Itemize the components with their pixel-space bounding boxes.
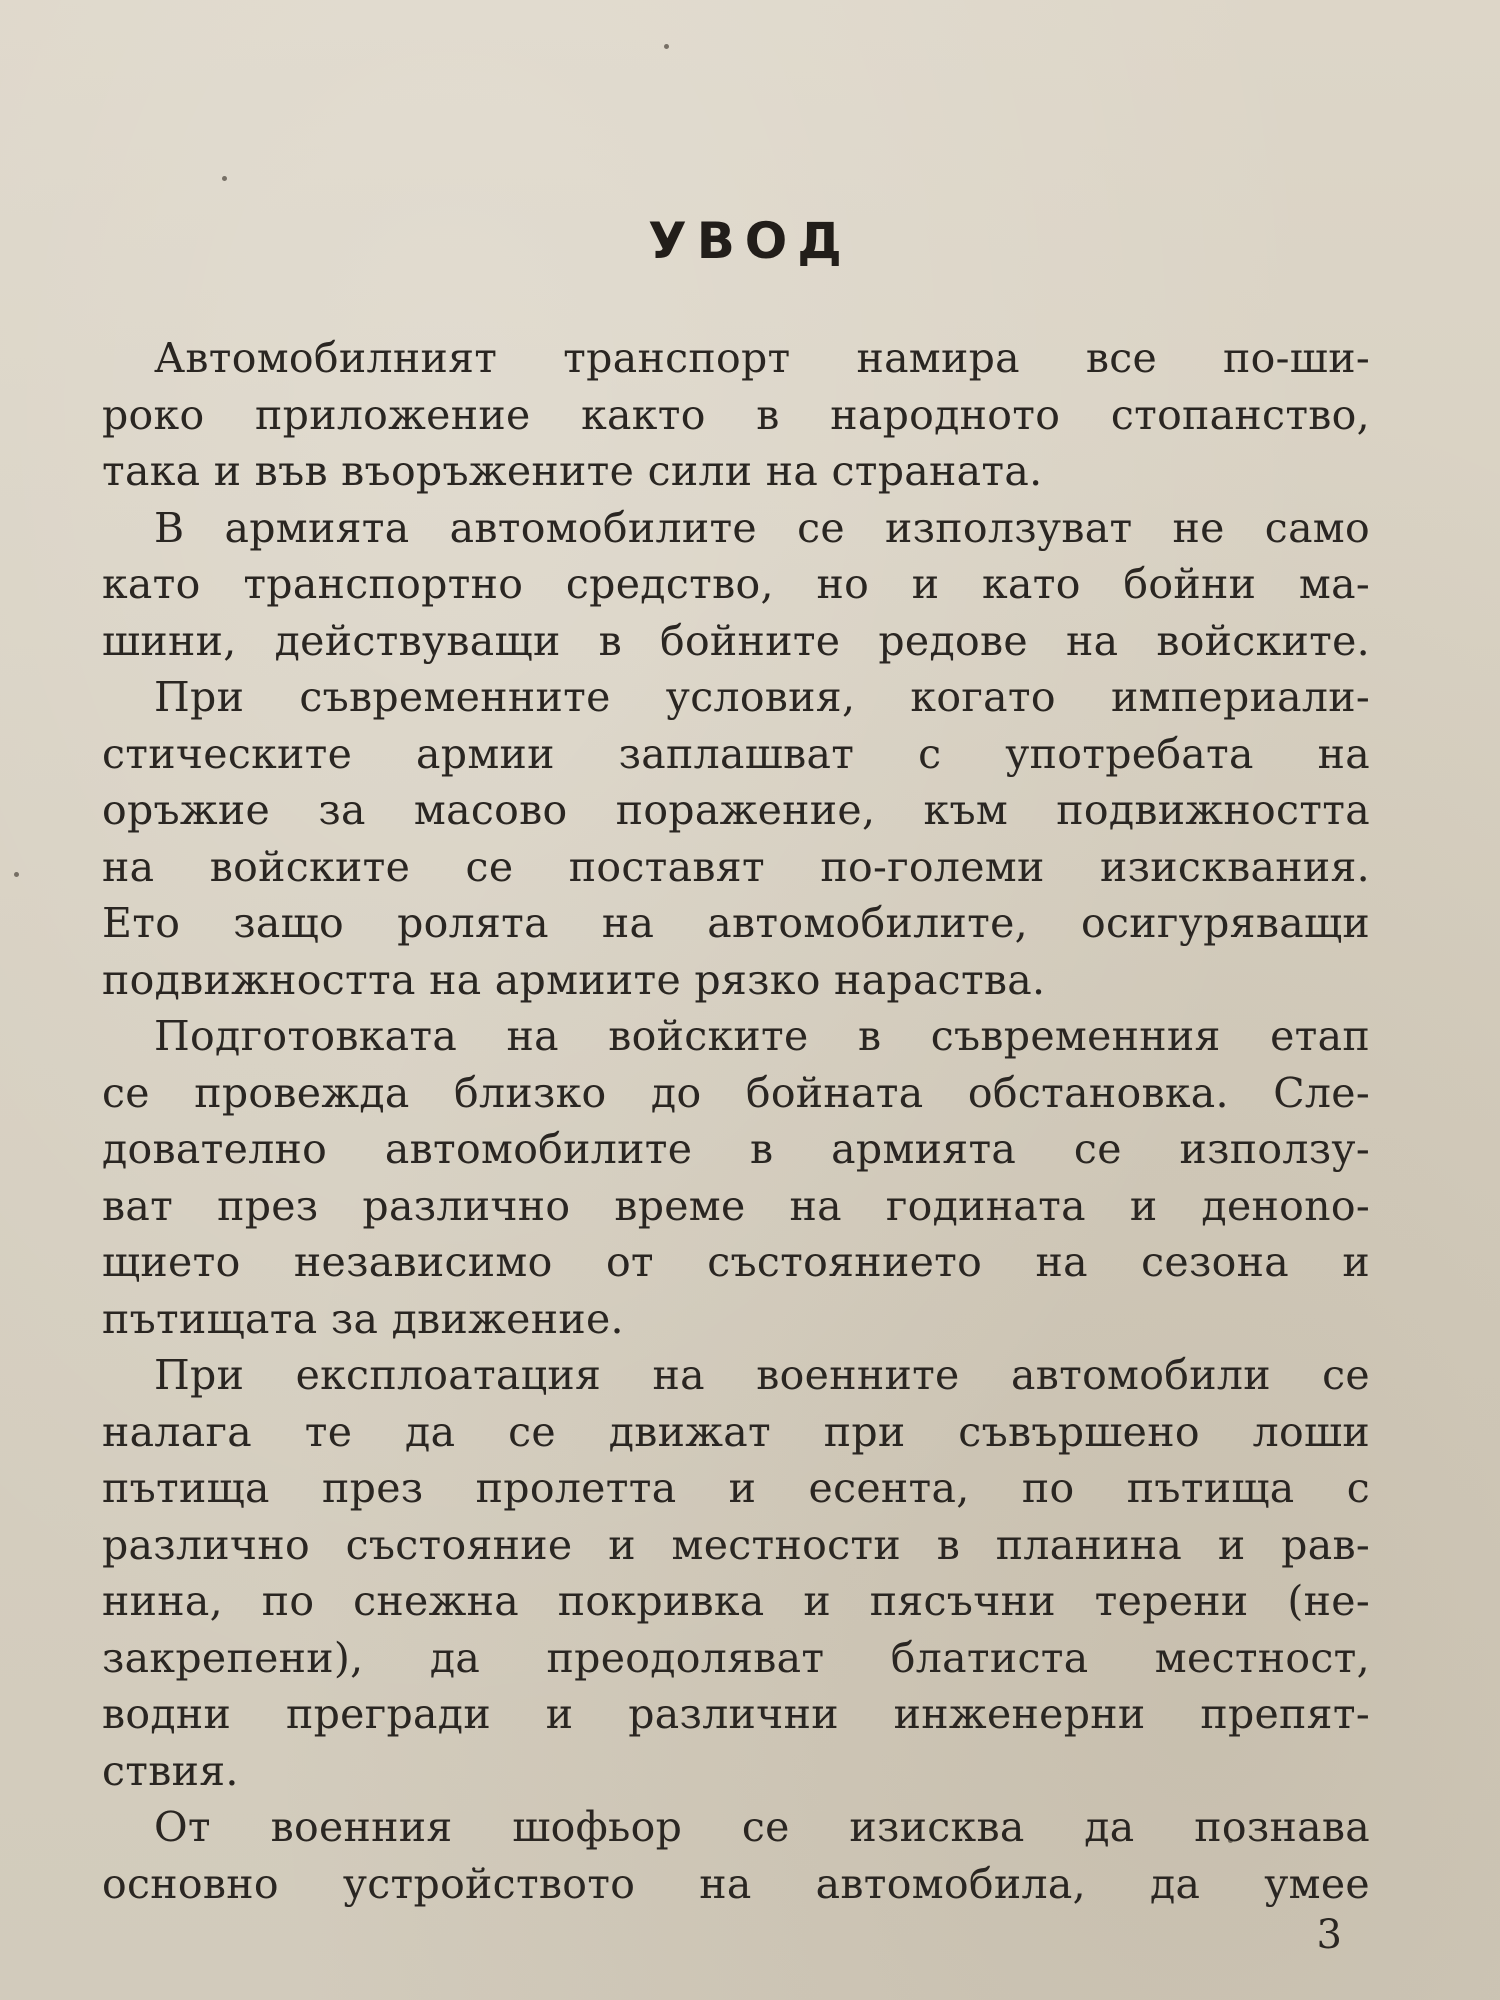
paragraph [102,669,1370,1008]
text-line: роко приложение както в народното стопанство, [102,390,1370,439]
ink-speck [664,44,669,49]
text-line: основно устройството на автомобила, да умее [102,1859,1370,1908]
text-line: ствия. [102,1746,239,1795]
text-line: налага те да се движат при съвършено лоши [102,1407,1370,1456]
text-line: В армията автомобилите се използуват не само [154,503,1370,552]
text-line: При съвременните условия, когато империали- [154,673,1370,721]
text-line: шини, действуващи в бойните редове на войските. [102,616,1370,665]
paragraph [102,500,1370,670]
text-line: подвижността на армиите рязко нараства. [102,955,1046,1004]
page-number: 3 [1316,1912,1342,1958]
paragraph [102,1799,1370,1912]
text-line: При експлоатация на военните автомобили се [154,1351,1370,1399]
text-line: така и във въоръжените сили на страната. [102,447,1043,495]
paragraph [102,1008,1370,1347]
text-line: Ето защо ролята на автомобилите, осигуряващи [102,899,1370,947]
text-line: пътищата за движение. [102,1294,624,1343]
text-line: се провежда близко до бойната обстановка. Сле- [102,1068,1370,1117]
paragraph [102,1347,1370,1799]
paragraph [102,330,1370,500]
text-line: водни прегради и различни инженерни препят- [102,1690,1370,1738]
text-line: Автомобилният транспорт намира все по-ши- [154,334,1370,382]
text-line: като транспортно средство, но и като бойни ма- [102,560,1370,608]
text-line: закрепени), да преодоляват блатиста местност, [102,1633,1370,1682]
chapter-title: УВОД [648,212,852,270]
text-line: оръжие за масово поражение, към подвижността [102,786,1370,834]
text-line: стическите армии заплашват с употребата на [102,729,1370,778]
text-line: различно състояние и местности в планина и рав- [102,1520,1370,1569]
text-line: на войските се поставят по-големи изисквания. [102,842,1370,891]
ink-speck [222,176,227,181]
body-text [102,330,1370,1912]
text-line: От военния шофьор се изисква да познава [154,1803,1370,1851]
text-line: Подготовката на войските в съвременния етап [154,1012,1370,1060]
ink-speck [14,872,19,877]
text-line: пътища през пролетта и есента, по пътища с [102,1464,1370,1512]
text-line: щието независимо от състоянието на сезона и [102,1238,1370,1286]
text-line: ват през различно време на годината и денono- [102,1181,1370,1230]
text-line: дователно автомобилите в армията се използу- [102,1125,1370,1173]
text-line: нина, по снежна покривка и пясъчни терени (не- [102,1577,1370,1625]
